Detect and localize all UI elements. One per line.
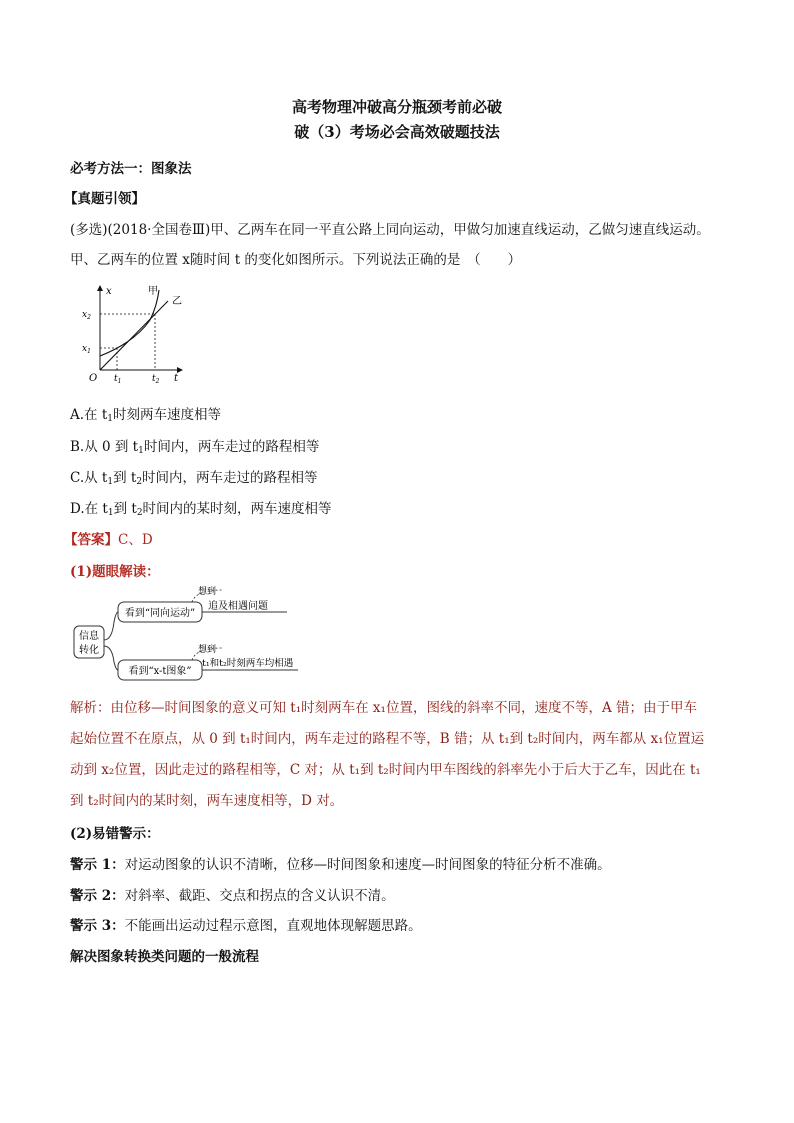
t2-tick-label: $t_2$	[152, 374, 160, 385]
question-stem-line2: 甲、乙两车的位置 x随时间 t 的变化如图所示。下列说法正确的是 （ ）	[70, 252, 522, 268]
explanation-line1: 解析：由位移—时间图象的意义可知 t₁时刻两车在 x₁位置，图线的斜率不同，速度不等，A 错；由于甲车	[70, 700, 697, 716]
yi-label: 乙	[172, 296, 182, 307]
option-d: D.在 $t_1$到 $t_2$时间内的某时刻，两车速度相等	[70, 501, 332, 518]
option-b: B.从 0 到 $t_1$时间内，两车走过的路程相等	[70, 439, 320, 456]
x-axis-label: t	[174, 373, 179, 384]
yi-line	[100, 301, 168, 370]
x1-tick-label: $x_1$	[82, 344, 91, 355]
jia-curve	[100, 290, 159, 356]
pitfalls-heading: (2)易错警示：	[70, 826, 160, 842]
answer: 【答案】C、D	[64, 532, 153, 548]
page-subtitle: 破（3）考场必会高效破题技法	[294, 123, 500, 141]
root-label-a: 信息	[79, 631, 99, 642]
origin-label: O	[89, 373, 98, 384]
info-conversion-diagram	[72, 582, 312, 682]
option-c: C.从 $t_1$到 $t_2$时间内，两车走过的路程相等	[70, 470, 318, 487]
question-stem-line1: (多选)(2018·全国卷Ⅲ)甲、乙两车在同一平直公路上同向运动，甲做匀加速直线运动，乙做匀速直线运动。	[70, 222, 710, 238]
option-a: A.在 $t_1$时刻两车速度相等	[70, 407, 221, 424]
root-label-b: 转化	[79, 645, 99, 656]
t1-tick-label: $t_1$	[114, 374, 122, 385]
explanation-line3: 动到 x₂位置，因此走过的路程相等，C 对；从 t₁到 t₂时间内甲车图线的斜率先小于后大于乙车，因此在 t₁	[70, 762, 701, 778]
true-question-label: 【真题引领】	[64, 191, 145, 207]
process-heading: 解决图象转换类问题的一般流程	[70, 949, 259, 965]
think2-label: 想到	[198, 645, 217, 655]
pitfall-2: 警示 2：对斜率、截距、交点和拐点的含义认识不清。	[70, 888, 395, 904]
branch-upper	[104, 612, 118, 640]
pitfall-3: 警示 3：不能画出运动过程示意图，直观地体现解题思路。	[70, 918, 422, 934]
analysis-heading: (1)题眼解读：	[70, 564, 160, 580]
branch-lower	[104, 646, 118, 670]
box1-label: 看到“同向运动”	[124, 608, 196, 619]
page-title: 高考物理冲破高分瓶颈考前必破	[291, 98, 502, 116]
think1-label: 想到	[198, 587, 217, 597]
pitfall-1: 警示 1：对运动图象的认识不清晰，位移—时间图象和速度—时间图象的特征分析不准确。	[70, 857, 611, 873]
result2-text: t₁和t₂时刻两车均相遇	[202, 658, 294, 669]
method-heading: 必考方法一：图象法	[70, 161, 192, 177]
jia-label: 甲	[148, 286, 158, 297]
box2-label: 看到“x-t图象”	[128, 666, 192, 677]
explanation-line2: 起始位置不在原点，从 0 到 t₁时间内，两车走过的路程不等，B 错；从 t₁到 t₂时间内，两车都从 x₁位置运	[70, 731, 705, 747]
explanation-line4: 到 t₂时间内的某时刻，两车速度相等，D 对。	[70, 793, 344, 809]
x2-tick-label: $x_2$	[82, 310, 91, 321]
position-time-graph	[80, 280, 200, 385]
y-axis-label: x	[106, 286, 112, 297]
result1-text: 追及相遇问题	[208, 601, 268, 612]
